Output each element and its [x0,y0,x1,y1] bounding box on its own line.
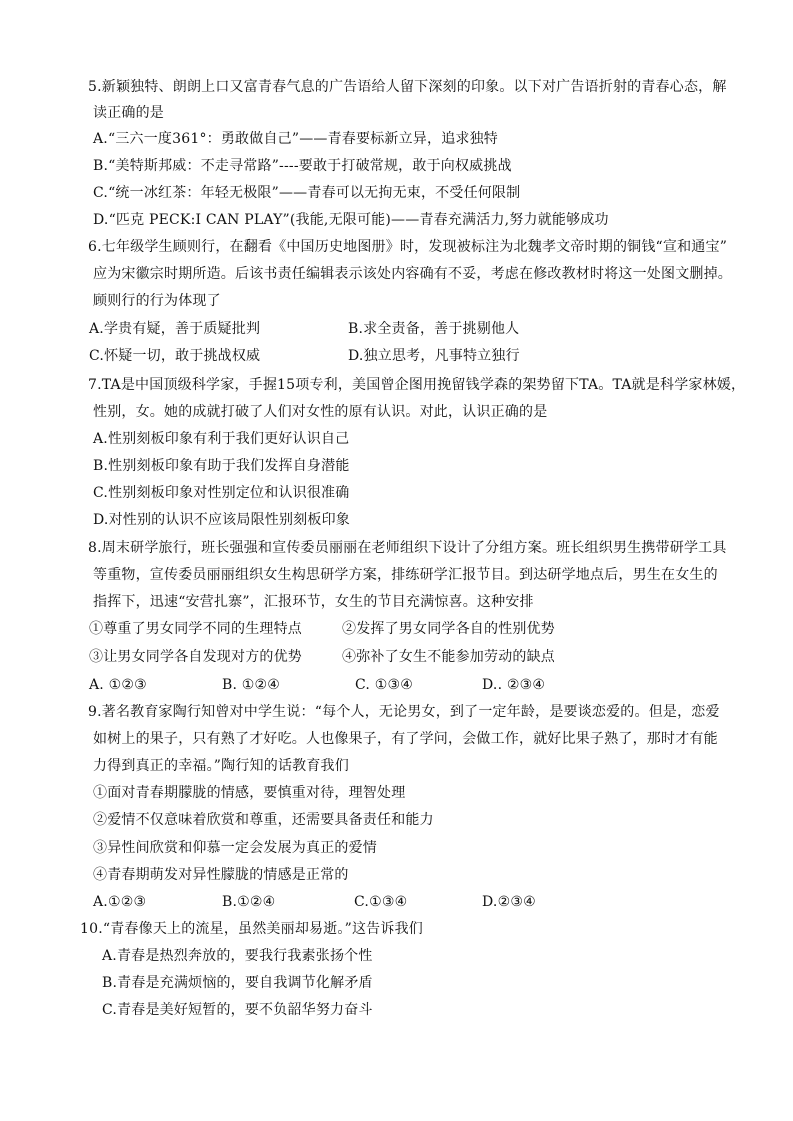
question-9-stem-line-1: 9.著名教育家陶行知曾对中学生说：“每个人，无论男女，到了一定年龄，是要谈恋爱的。但是，恋爱 [88,704,720,720]
question-5-option-c: C.“统一冰红茶：年轻无极限”——青春可以无拘无束，不受任何限制 [93,185,521,201]
question-8-item-3: ③让男女同学各自发现对方的优势 [89,649,302,665]
question-9-stem-line-3: 力得到真正的幸福。”陶行知的话教育我们 [93,758,349,774]
question-7-stem-line-2: 性别，女。她的成就打破了人们对女性的原有认识。对此，认识正确的是 [93,404,548,420]
question-6-stem-line-2: 应为宋徽宗时期所造。后该书责任编辑表示该处内容确有不妥，考虑在修改教材时将这一处图文删掉。 [93,266,732,282]
question-8-option-b: B. ①②④ [222,677,281,693]
question-10-option-c: C.青春是美好短暂的，要不负韶华努力奋斗 [102,1002,373,1018]
question-6-option-c: C.怀疑一切，敢于挑战权威 [89,348,261,364]
question-6-option-d: D.独立思考，凡事特立独行 [348,348,520,364]
question-7-option-b: B.性别刻板印象有助于我们发挥自身潜能 [93,458,350,474]
question-10-stem: 10.“青春像天上的流星，虽然美丽却易逝。”这告诉我们 [80,921,423,937]
question-7-option-a: A.性别刻板印象有利于我们更好认识自己 [93,431,350,447]
question-6-stem-line-3: 顾则行的行为体现了 [93,293,221,309]
question-10-option-b: B.青春是充满烦恼的，要自我调节化解矛盾 [102,975,373,991]
question-9-option-d: D.②③④ [482,894,536,910]
question-9-option-a: A.①②③ [93,894,147,910]
question-9-item-3: ③异性间欣赏和仰慕一定会发展为真正的爱情 [93,840,377,856]
question-8-stem-line-2: 等重物，宣传委员丽丽组织女生构思研学方案，排练研学汇报节目。到达研学地点后，男生在女生的 [93,567,718,583]
question-10-option-a: A.青春是热烈奔放的，要我行我素张扬个性 [102,948,373,964]
question-8-stem-line-1: 8.周末研学旅行，班长强强和宣传委员丽丽在老师组织下设计了分组方案。班长组织男生携带研学工具 [88,540,727,556]
question-8-item-1: ①尊重了男女同学不同的生理特点 [89,621,302,637]
question-8-option-a: A. ①②③ [89,677,147,693]
question-8-item-4: ④弥补了女生不能参加劳动的缺点 [342,649,555,665]
question-8-stem-line-3: 指挥下，迅速“安营扎寨”，汇报环节，女生的节目充满惊喜。这种安排 [93,594,534,610]
question-9-item-4: ④青春期萌发对异性朦胧的情感是正常的 [93,867,349,883]
question-6-option-a: A.学贵有疑，善于质疑批判 [89,321,261,337]
question-9-item-1: ①面对青春期朦胧的情感，要慎重对待，理智处理 [93,785,406,801]
question-5-option-d: D.“匹克 PECK:I CAN PLAY”(我能,无限可能)——青春充满活力,努力就能够成功 [93,212,609,228]
question-8-option-d: D.. ②③④ [482,677,546,693]
question-7-option-d: D.对性别的认识不应该局限性别刻板印象 [93,512,350,528]
question-8-item-2: ②发挥了男女同学各自的性别优势 [342,621,555,637]
question-5-option-a: A.“三六一度361°：勇敢做自己”——青春要标新立异，追求独特 [93,131,498,147]
question-9-stem-line-2: 如树上的果子，只有熟了才好吃。人也像果子，有了学问，会做工作，就好比果子熟了，那时才有能 [93,731,718,747]
question-6-stem-line-1: 6.七年级学生顾则行，在翻看《中国历史地图册》时，发现被标注为北魏孝文帝时期的铜钱“宣和通宝” [88,239,728,255]
question-5-stem-line-2: 读正确的是 [93,105,164,121]
question-9-item-2: ②爱情不仅意味着欣赏和尊重，还需要具备责任和能力 [93,812,434,828]
question-5-option-b: B.“美特斯邦威：不走寻常路”----要敢于打破常规，敢于向权威挑战 [93,158,512,174]
question-9-option-b: B.①②④ [222,894,276,910]
question-9-option-c: C.①③④ [354,894,408,910]
question-5-stem-line-1: 5.新颖独特、朗朗上口又富青春气息的广告语给人留下深刻的印象。以下对广告语折射的青春心态，解 [88,79,727,95]
question-8-option-c: C. ①③④ [355,677,413,693]
question-6-option-b: B.求全责备，善于挑剔他人 [348,321,520,337]
question-7-stem-line-1: 7.TA是中国顶级科学家，手握15项专利，美国曾企图用挽留钱学森的架势留下TA。TA就是科学家林媛， [88,377,746,393]
question-7-option-c: C.性别刻板印象对性别定位和认识很准确 [93,485,350,501]
